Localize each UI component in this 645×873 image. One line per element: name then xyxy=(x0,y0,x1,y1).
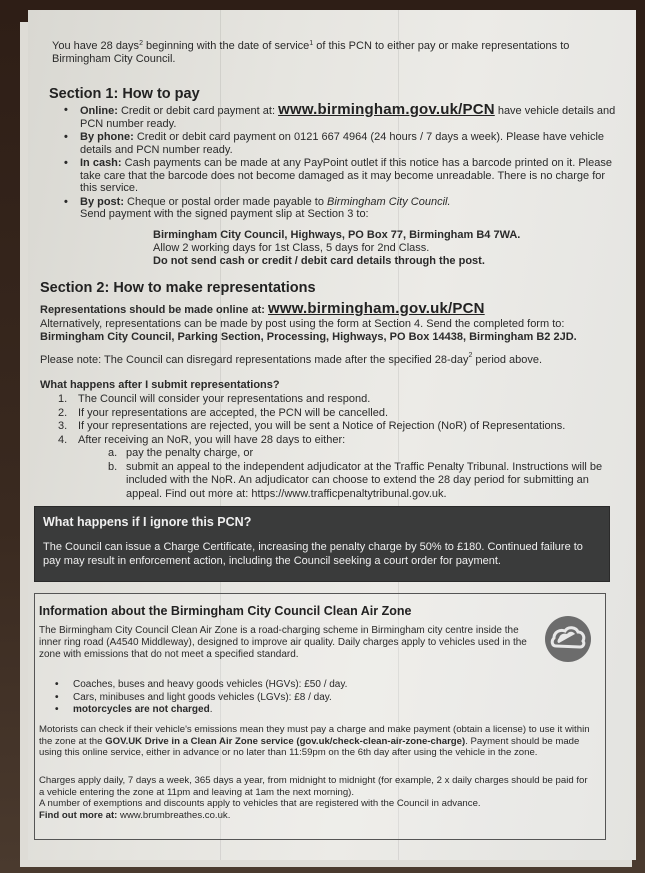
please-note: Please note: The Council can disregard representations made after the specified 28-day$^2$ period above. xyxy=(40,352,543,366)
payment-cash: • In cash: Cash payments can be made at any PayPoint outlet if this notice has a barcode printed on it. Please take care that the barcode does not become damaged as it may become unreadable. There is no charge for this service. xyxy=(64,157,624,195)
cloud-icon xyxy=(545,616,591,662)
postal-address-block: Birmingham City Council, Highways, PO Box 77, Birmingham B4 7WA. Allow 2 working days for 1st Class, 5 days for 2nd Class. Do not send cash or credit / debit card details through the post. xyxy=(153,229,521,267)
charge-item: • Coaches, buses and heavy goods vehicles (HGVs): £50 / day. xyxy=(55,679,347,692)
pcn-link[interactable]: www.birmingham.gov.uk/PCN xyxy=(278,101,495,118)
footnote-ref: 2 xyxy=(139,40,143,47)
caz-intro: The Birmingham City Council Clean Air Zone is a road-charging scheme in Birmingham city centre inside the inner ring road (A4540 Middleway), designed to improve air quality. Daily charges apply to vehicles used in the zone with emissions that do not meet a specified standard. xyxy=(39,625,527,660)
payment-post: • By post: Cheque or postal order made payable to Birmingham City Council. Send payment with the signed payment slip at Section 3 to: xyxy=(64,196,624,221)
footnote-ref: 1 xyxy=(309,40,314,47)
caz-check-info: Motorists can check if their vehicle's emissions mean they must pay a charge and make payment (obtain a license) to use it within the zone at the GOV.UK Drive in a Clean Air Zone service (gov.uk/check-clean-air-zone-charge). Payment should be made using this online service, either in advance or no later than 11:59pm on the 6th day after using the vehicle in the zone. xyxy=(39,724,590,758)
clean-air-zone-box xyxy=(34,593,606,840)
brumbreathes-link[interactable]: www.brumbreathes.co.uk. xyxy=(117,809,231,821)
payment-online: • Online: Credit or debit card payment at: www.birmingham.gov.uk/PCN have vehicle details and PCN number ready. xyxy=(64,104,624,130)
intro-text: You have 28 days$^2$ beginning with the date of service$^1$ of this PCN to either pay or make representations to Birmingham City Council. xyxy=(52,40,570,65)
caz-daily-info: Charges apply daily, 7 days a week, 365 days a year, from midnight to midnight (for example, 2 x daily charges should be paid for a vehicle entering the zone at 11pm and leaving at 1am the next morning). A number of exemptions and discounts apply to vehicles that are registered with the Council in advance. Find out more at: www.brumbreathes.co.uk. xyxy=(39,775,588,821)
section2-heading: Section 2: How to make representations xyxy=(40,280,316,296)
caz-heading: Information about the Birmingham City Council Clean Air Zone xyxy=(39,604,412,618)
substeps-list xyxy=(78,447,618,501)
step-item: 1. The Council will consider your representations and respond. xyxy=(58,393,371,405)
step-item: 2. If your representations are accepted, the PCN will be cancelled. xyxy=(58,406,388,419)
pcn-document xyxy=(28,10,636,860)
steps-list xyxy=(58,393,618,501)
representations-info: Representations should be made online at: www.birmingham.gov.uk/PCN Alternatively, representations can be made by post using the form at Section 4. Send the completed form to: Birmingham City Council, Parking Section, Processing, Highways, PO Box 14438, Birmingham B2 2JD. xyxy=(40,300,577,343)
payment-phone: • By phone: Credit or debit card payment on 0121 667 4964 (24 hours / 7 days a week). Please have vehicle details and PCN number ready. xyxy=(64,131,624,156)
charge-item: • Cars, minibuses and light goods vehicles (LGVs): £8 / day. xyxy=(55,692,347,705)
step-item: 4. After receiving an NoR, you will have 28 days to either: a. pay the penalty charge, or b. submit an appeal to the independent adjudicator at the Traffic Penalty Tribunal. Instructions will be included with the NoR. An adjudicator can choose to extend the 28 day period for submitting an appeal. Find out more at: https://www.trafficpenaltytribunal.gov.uk. xyxy=(58,434,618,502)
step-item: 3. If your representations are rejected, you will be sent a Notice of Rejection (NoR) of Representations. xyxy=(58,420,566,432)
after-submit-heading: What happens after I submit representations? xyxy=(40,379,280,391)
caz-service-link[interactable]: GOV.UK Drive in a Clean Air Zone service (gov.uk/check-clean-air-zone-charge) xyxy=(105,735,466,747)
section1-heading: Section 1: How to pay xyxy=(49,86,200,102)
substep-item: b. submit an appeal to the independent adjudicator at the Traffic Penalty Tribunal. Instructions will be included with the NoR. An adjudicator can choose to extend the 28 day period for submitting an appeal. Find out more at: https://www.trafficpenaltytribunal.gov.uk. xyxy=(108,460,603,500)
payment-methods xyxy=(64,101,624,222)
ignore-pcn-box xyxy=(34,506,610,582)
substep-item: a. pay the penalty charge, or xyxy=(108,447,254,459)
caz-charges-list xyxy=(55,679,347,717)
ignore-body: The Council can issue a Charge Certificate, increasing the penalty charge by 50% to £180. Continued failure to pay may result in enforcement action, including the Council seeking a court order for payment. xyxy=(43,541,583,567)
ignore-heading: What happens if I ignore this PCN? xyxy=(43,515,252,529)
representations-link[interactable]: www.birmingham.gov.uk/PCN xyxy=(267,300,485,317)
charge-item: • motorcycles are not charged. xyxy=(55,704,347,717)
